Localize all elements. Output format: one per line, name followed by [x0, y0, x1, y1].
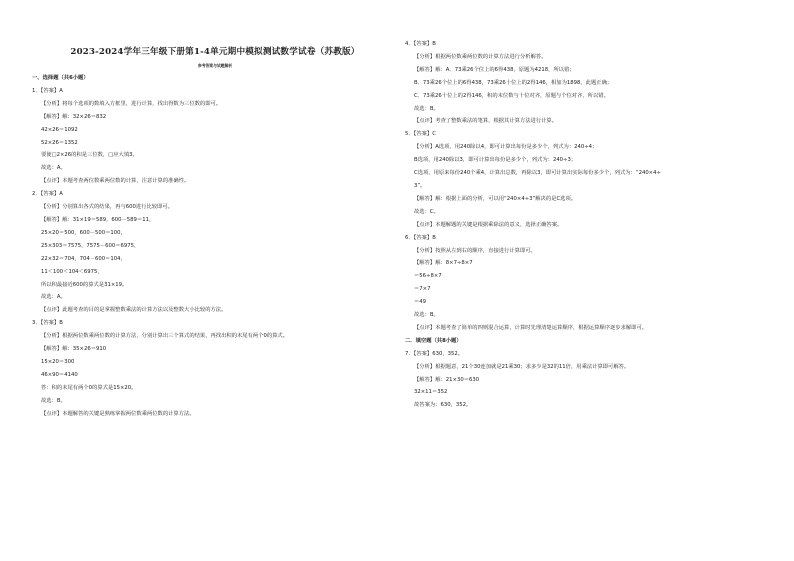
text-line: ＝7×7: [414, 286, 431, 293]
question-answer-line: 7．【答案】630，352。: [405, 350, 464, 357]
text-line: 15×20＝300: [41, 358, 75, 365]
text-line: 3”。: [414, 182, 426, 189]
text-line: 25×303＝7575，7575－600＝6975，: [41, 242, 140, 249]
text-line: 【点评】此题考查的目的是掌握整数乘法的计算方法以及整数大小比较的方法。: [41, 307, 227, 314]
text-line: 故选：B。: [414, 312, 439, 319]
text-line: ＝49: [414, 299, 427, 306]
page-subtitle: 参考答案与试题解析: [197, 63, 233, 68]
text-line: 故选：A。: [41, 294, 66, 301]
text-line: 故选：A。: [41, 165, 66, 172]
text-line: 【解答】解：35×26＝910: [41, 346, 107, 353]
text-line: 46×90＝4140: [41, 371, 78, 378]
question-answer-line: 3．【答案】B: [32, 320, 63, 327]
text-line: 【解答】解：21×30＝630: [414, 376, 480, 383]
text-line: 【点评】本题考查了简单的四则混合运算，计算时先理清楚运算顺序，根据运算顺序逐步求解即可。: [414, 324, 648, 331]
text-line: 【分析】根据两位数乘两位数的计算方法进行分析解答。: [414, 53, 547, 60]
text-line: 所以积最接近600的算式是31×19。: [41, 281, 128, 288]
text-line: 11＜100＜104＜6975，: [41, 268, 103, 275]
text-line: 25×20＝500，600－500＝100，: [41, 229, 126, 236]
text-line: 故答案为：630，352。: [414, 402, 472, 409]
text-line: 【解答】解：A．73乘26个位上的6得438，原题为4218，所以错；: [414, 66, 575, 73]
section-heading: 二．填空题（共8小题）: [405, 337, 462, 344]
text-line: 故选：C。: [414, 208, 439, 215]
text-line: 【点评】本题解答的关键是熟练掌握两位数乘两位数的计算方法。: [41, 410, 195, 417]
text-line: 【点评】考查了整数乘法的笔算，根据其计算方法进行计算。: [414, 118, 558, 125]
text-line: 【分析】将每个选项的数填入方框里，进行计算，找出得数为三位数的即可。: [41, 100, 222, 107]
text-line: C．73乘26十位上的2得146，积的末位数与十位对齐，原题与个位对齐，所以错。: [414, 92, 609, 99]
text-line: 【点评】本题考查两位数乘两位数的计算，注意计算的准确性。: [41, 178, 190, 185]
text-line: 故选：B。: [414, 105, 439, 112]
text-line: 【分析】分别算出各式的结果，再与600进行比较即可。: [41, 204, 173, 211]
text-line: 42×26＝1092: [41, 126, 78, 133]
text-line: 【解答】解：31×19＝589，600－589＝11，: [41, 216, 155, 223]
question-answer-line: 2．【答案】A: [32, 191, 63, 198]
text-line: ＝56÷8×7: [414, 273, 442, 280]
section-heading: 一、选择题（共6小题）: [32, 75, 89, 81]
right-column: [405, 38, 770, 412]
text-line: 【解答】解：根据上面的分析，可以用“240×4÷3”解决的是C选项。: [414, 195, 577, 202]
text-line: 【解答】解：32×26＝832: [41, 113, 107, 120]
text-line: 22×32＝704，704－600＝104，: [41, 255, 126, 262]
text-line: 【分析】A选项，用240除以4，即可计算出每份是多少个，列式为：240÷4；: [414, 144, 598, 151]
question-answer-line: 5．【答案】C: [405, 131, 436, 138]
question-answer-line: 4．【答案】B: [405, 41, 436, 47]
text-line: 52×26＝1352: [41, 139, 78, 146]
text-line: 32×11＝352: [414, 389, 448, 396]
page-title: 2023-2024学年三年级下册第1-4单元期中模拟测试数学试卷（苏教版）: [70, 47, 360, 57]
question-answer-line: 1．【答案】A: [32, 87, 63, 94]
question-answer-line: 6．【答案】B: [405, 234, 436, 241]
text-line: 要使□2×26的积是三位数，□应大填3。: [41, 152, 138, 159]
text-line: C选项，用原来每份240个乘4，计算出总数，再除以3，即可计算出实际每份多少个，列式为：“240×4÷: [414, 170, 661, 177]
text-line: 【分析】根据题意，21个30连加就是21乘30；求多少是32的11倍，用乘法计算即可解答。: [414, 363, 630, 370]
left-column: [32, 72, 387, 420]
text-line: 【分析】按照从左到右的顺序，直接进行计算即可。: [414, 247, 536, 254]
text-line: 答：积的末尾有两个0的算式是15×20。: [41, 384, 137, 391]
text-line: B选项，用240除以3，即可计算出每份是多少个，列式为：240÷3；: [414, 157, 577, 164]
text-line: 故选：B。: [41, 397, 66, 404]
text-line: 【点评】本题解题的关键是根据乘除法的意义，选择正确答案。: [414, 221, 563, 228]
text-line: 【分析】根据两位数乘两位数的计算方法，分别计算出三个算式的结果，再找出积的末尾有两个0的算式。: [41, 333, 289, 340]
text-line: 【解答】解：8×7÷8×7: [414, 260, 473, 267]
text-line: B．73乘26个位上的6得438，73乘26十位上的2得146，相加为1898，此题正确；: [414, 79, 613, 86]
